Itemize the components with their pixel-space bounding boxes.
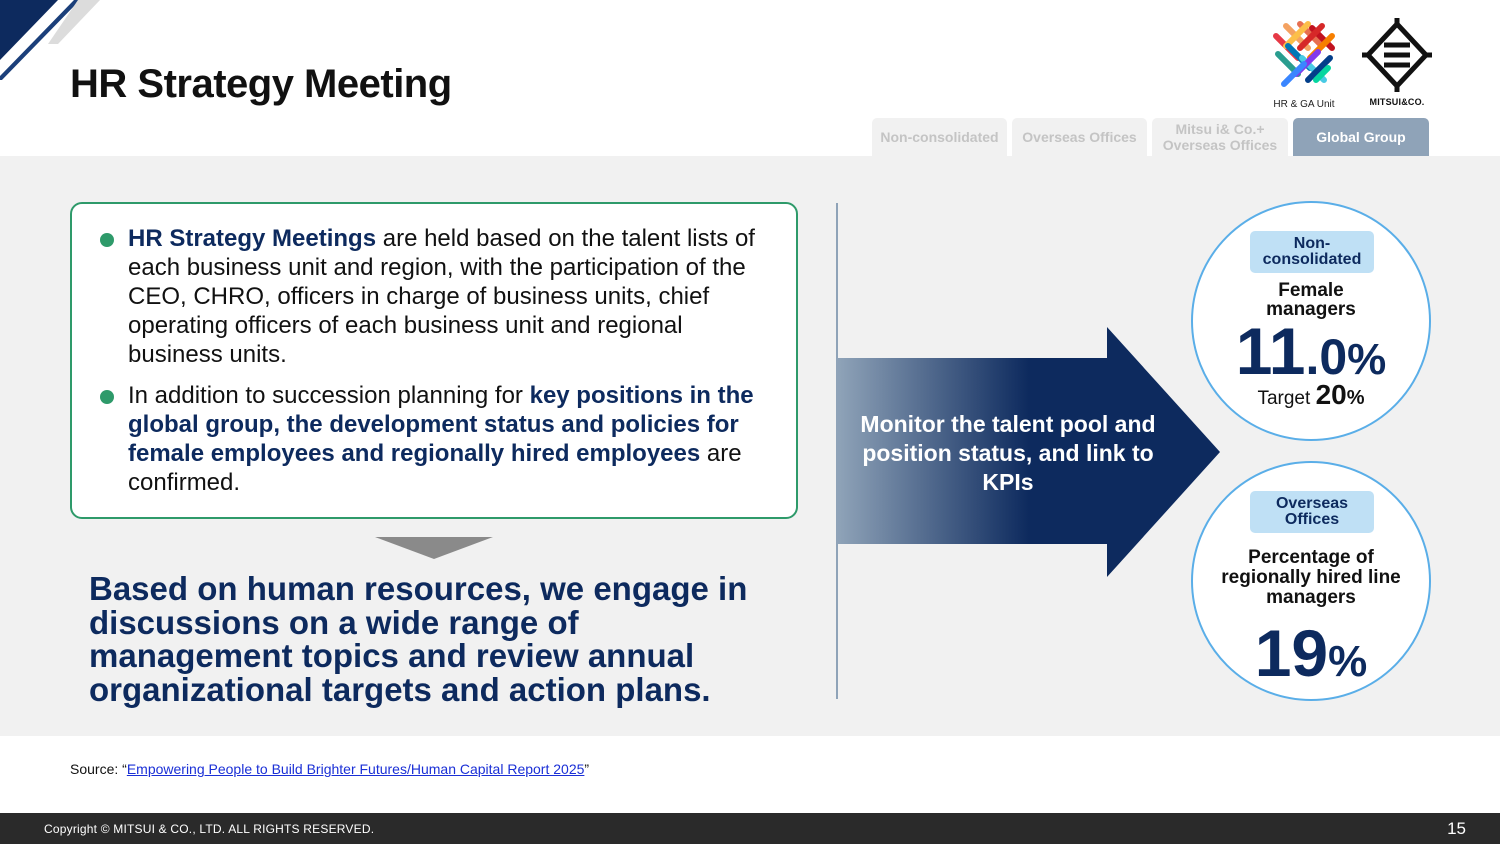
tab-mitsui-overseas-offices[interactable]: Mitsu i& Co.+ Overseas Offices bbox=[1152, 118, 1288, 156]
bullet-2-pre: In addition to succession planning for bbox=[128, 382, 530, 409]
kpi-1-target-unit: % bbox=[1346, 387, 1365, 409]
arrow-text: Monitor the talent pool and position status, and link to KPIs bbox=[860, 411, 1156, 495]
kpi-1-target bbox=[1193, 379, 1429, 411]
copyright-text: Copyright © MITSUI & CO., LTD. ALL RIGHTS RESERVED. bbox=[44, 822, 375, 836]
bullet-1-text: are held based on the talent lists of each business unit and region, with the participation of the CEO, CHRO, officers in charge of business units, chief operating officers of each business unit and regional business units. bbox=[128, 225, 755, 368]
kpi-1-value-int: 11 bbox=[1235, 314, 1306, 388]
logo-company-caption: MITSUI&CO. bbox=[1369, 97, 1425, 107]
kpi-circle-female-managers bbox=[1191, 201, 1431, 441]
page-number: 15 bbox=[1447, 819, 1466, 838]
kpi-2-metric-label: Percentage of regionally hired line managers bbox=[1221, 547, 1401, 608]
bullet-2-highlight: key positions in the global group, the development status and policies for female employees and regionally hired employees bbox=[128, 382, 754, 467]
kpi-1-scope-badge: Non-consolidated bbox=[1250, 231, 1374, 273]
bullet-item-1 bbox=[98, 224, 780, 369]
tab-global-group[interactable]: Global Group bbox=[1293, 118, 1429, 156]
bullet-item-2 bbox=[98, 381, 780, 497]
tab-non-consolidated[interactable]: Non-consolidated bbox=[872, 118, 1007, 156]
bullet-dot-icon bbox=[100, 390, 114, 404]
tab-overseas-offices[interactable]: Overseas Offices bbox=[1012, 118, 1147, 156]
kpi-1-target-label: Target bbox=[1257, 388, 1311, 409]
kpi-2-unit: % bbox=[1328, 637, 1368, 686]
kpi-1-value-dec: .0 bbox=[1305, 329, 1348, 385]
description-box bbox=[70, 202, 798, 519]
source-link[interactable]: Empowering People to Build Brighter Futures/Human Capital Report 2025 bbox=[126, 761, 585, 777]
bullet-2-post: are confirmed. bbox=[128, 440, 742, 496]
scope-tabs bbox=[872, 118, 1429, 156]
mitsui-logo bbox=[1360, 18, 1434, 108]
source-note bbox=[70, 761, 589, 777]
kpi-circle-regional-managers bbox=[1191, 461, 1431, 701]
page-title: HR Strategy Meeting bbox=[70, 62, 452, 106]
down-triangle-icon bbox=[375, 537, 493, 559]
source-suffix: ” bbox=[584, 761, 590, 777]
kpi-1-unit: % bbox=[1347, 335, 1387, 384]
kpi-2-value-number: 19 bbox=[1254, 616, 1329, 690]
kpi-1-metric-label: Female managers bbox=[1266, 280, 1356, 320]
conclusion-text: Based on human resources, we engage in discussions on a wide range of management topics and review annual organizational targets and action plans. bbox=[89, 570, 748, 708]
bullet-1-highlight: HR Strategy Meetings bbox=[128, 225, 377, 252]
bullet-dot-icon bbox=[100, 233, 114, 247]
logo-unit-caption: HR & GA Unit bbox=[1273, 99, 1335, 110]
source-prefix: Source: “ bbox=[70, 761, 127, 777]
footer-bar bbox=[0, 813, 1500, 844]
kpi-2-scope-badge: Overseas Offices bbox=[1250, 491, 1374, 533]
kpi-1-target-value: 20 bbox=[1315, 379, 1347, 410]
kpi-2-value bbox=[1193, 618, 1429, 707]
hr-ga-unit-logo bbox=[1268, 18, 1340, 108]
